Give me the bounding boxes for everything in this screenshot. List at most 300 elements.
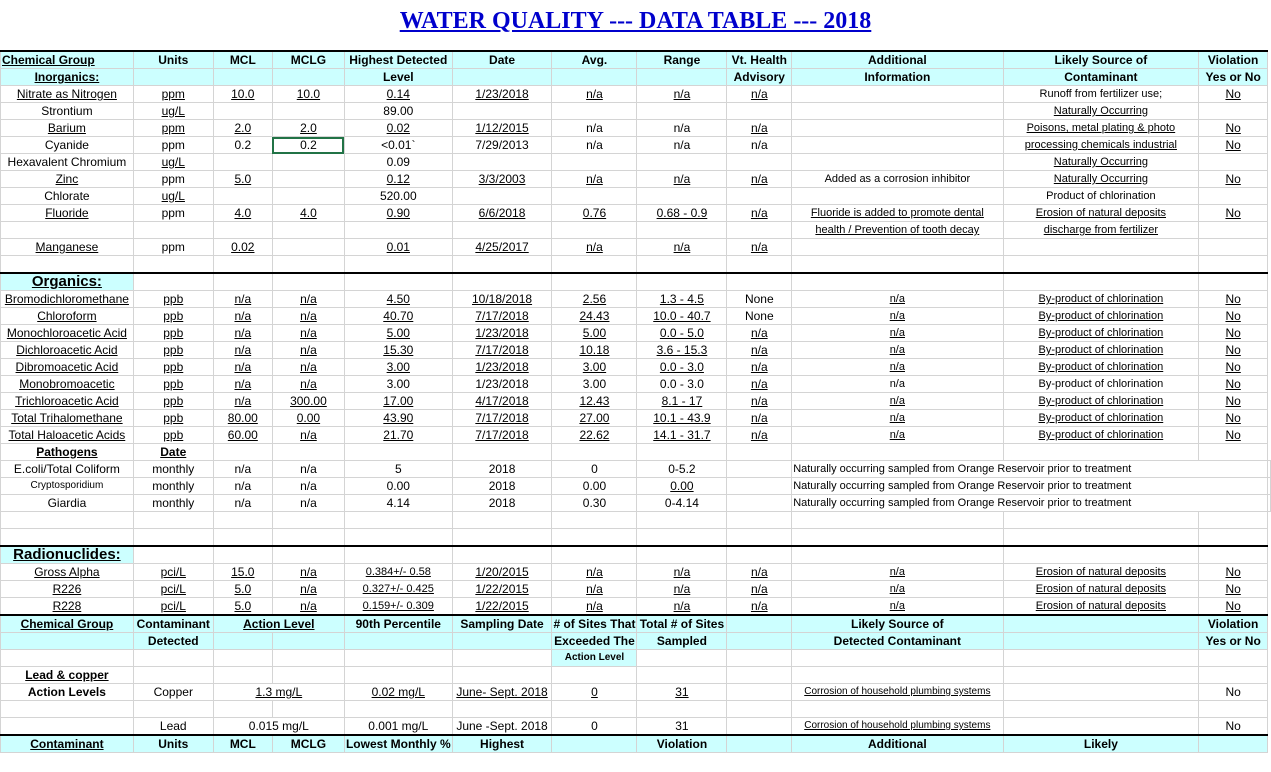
- empty-cell: [637, 273, 727, 291]
- contaminant-cell: Copper: [133, 684, 213, 701]
- units-header: Units: [133, 51, 213, 69]
- contaminant-name: Monochloroacetic Acid: [1, 325, 134, 342]
- empty-cell: [727, 273, 792, 291]
- additional-info-header: Additional: [792, 51, 1003, 69]
- avg-cell: n/a: [552, 239, 637, 256]
- empty-cell: [272, 529, 344, 547]
- level-cell: 0.14: [344, 86, 452, 103]
- contaminant-name: R228: [1, 598, 134, 616]
- date-cell: 1/23/2018: [452, 359, 552, 376]
- pathogen-name: Cryptosporidium: [1, 478, 134, 495]
- source-cell: By-product of chlorination: [1003, 325, 1199, 342]
- source-cell: By-product of chlorination: [1003, 342, 1199, 359]
- page-title: WATER QUALITY --- DATA TABLE --- 2018: [399, 8, 872, 34]
- range-cell: n/a: [637, 598, 727, 616]
- empty-cell: [213, 512, 272, 529]
- highest-header: Highest: [452, 735, 552, 753]
- range-cell: 10.1 - 43.9: [637, 410, 727, 427]
- empty-cell: [552, 444, 637, 461]
- violation-cell: No: [1199, 342, 1268, 359]
- pathogen-note: Naturally occurring sampled from Orange Reservoir prior to treatment: [792, 478, 1268, 495]
- header-row-2: [1, 69, 1271, 86]
- vt-advisory-header: Advisory: [727, 69, 792, 86]
- units-cell: ppm: [133, 137, 213, 154]
- avg-cell: [552, 188, 637, 205]
- level-cell: 15.30: [344, 342, 452, 359]
- info-cell: n/a: [792, 308, 1003, 325]
- empty-cell: [727, 650, 792, 667]
- likely-header: Likely: [1003, 735, 1199, 753]
- vt-cell: n/a: [727, 171, 792, 188]
- empty-cell: [452, 512, 552, 529]
- mclg-cell: n/a: [272, 291, 344, 308]
- empty-cell: [344, 273, 452, 291]
- selected-cell[interactable]: 0.2: [272, 137, 344, 154]
- highest-level-header: Highest Detected: [344, 51, 452, 69]
- range-cell: [637, 154, 727, 171]
- source-cell: Erosion of natural deposits: [1003, 205, 1199, 222]
- range-cell: n/a: [637, 564, 727, 581]
- mcl-cell: 15.0: [213, 564, 272, 581]
- pathogen-note: Naturally occurring sampled from Orange Reservoir prior to treatment: [792, 461, 1268, 478]
- contaminant-name: Strontium: [1, 103, 134, 120]
- units-cell: ppm: [133, 239, 213, 256]
- date-cell: 1/22/2015: [452, 581, 552, 598]
- units-cell: ppb: [133, 291, 213, 308]
- empty-cell: [133, 273, 213, 291]
- empty-cell: [1268, 495, 1271, 512]
- empty-cell: [452, 650, 552, 667]
- violation-cell: [1199, 188, 1268, 205]
- violation-header-2: Yes or No: [1199, 69, 1268, 86]
- level-cell: 0.384+/- 0.58: [344, 564, 452, 581]
- units-cell: monthly: [133, 495, 213, 512]
- level-cell: 17.00: [344, 393, 452, 410]
- contaminant-name: Chlorate: [1, 188, 134, 205]
- empty-cell: [1, 256, 134, 274]
- vt-cell: [727, 461, 792, 478]
- date-cell: [452, 188, 552, 205]
- exceeded-cell: 0: [552, 684, 637, 701]
- pathogen-row: [1, 478, 1271, 495]
- vt-cell: n/a: [727, 427, 792, 444]
- violation-cell: No: [1199, 325, 1268, 342]
- violation-cell: No: [1199, 564, 1268, 581]
- pathogen-name: Giardia: [1, 495, 134, 512]
- empty-cell: [552, 256, 637, 274]
- mclg-cell: 10.0: [272, 86, 344, 103]
- units-cell: ug/L: [133, 188, 213, 205]
- units-cell: ppb: [133, 308, 213, 325]
- total-sites-header-2: Sampled: [637, 633, 727, 650]
- range-cell: 0-5.2: [637, 461, 727, 478]
- empty-cell: [1, 718, 134, 736]
- date-cell: 2018: [452, 478, 552, 495]
- empty-cell: [1, 650, 134, 667]
- level-cell: 40.70: [344, 308, 452, 325]
- empty-cell: [727, 701, 792, 718]
- info-cell: health / Prevention of tooth decay: [792, 222, 1003, 239]
- water-quality-table: [0, 50, 1271, 753]
- level-cell: 4.14: [344, 495, 452, 512]
- action-level-cell: 1.3 mg/L: [213, 684, 344, 701]
- mclg-cell: n/a: [272, 359, 344, 376]
- empty-cell: [552, 273, 637, 291]
- pathogen-name: E.coli/Total Coliform: [1, 461, 134, 478]
- mclg-cell: n/a: [272, 598, 344, 616]
- info-cell: [792, 239, 1003, 256]
- source-cell: discharge from fertilizer: [1003, 222, 1199, 239]
- empty-cell: [1199, 256, 1268, 274]
- empty-cell: [344, 650, 452, 667]
- range-cell: 0.0 - 5.0: [637, 325, 727, 342]
- inorganic-row: [1, 137, 1271, 154]
- sites-exceeded-header-2: Exceeded The: [552, 633, 637, 650]
- contaminant-name: Gross Alpha: [1, 564, 134, 581]
- avg-cell: n/a: [552, 598, 637, 616]
- mcl-cell: 80.00: [213, 410, 272, 427]
- units-cell: monthly: [133, 461, 213, 478]
- empty-cell: [272, 256, 344, 274]
- violation-cell: No: [1199, 308, 1268, 325]
- violation-cell: No: [1199, 718, 1268, 736]
- mcl-cell: n/a: [213, 393, 272, 410]
- empty-cell: [133, 529, 213, 547]
- empty-cell: [452, 633, 552, 650]
- avg-cell: [552, 154, 637, 171]
- empty-cell: [1199, 512, 1268, 529]
- violation-cell: No: [1199, 598, 1268, 616]
- mcl-header: MCL: [213, 51, 272, 69]
- level-cell: 0.02: [344, 120, 452, 137]
- empty-cell: [1003, 444, 1199, 461]
- date-cell: 1/12/2015: [452, 120, 552, 137]
- empty-cell: [272, 633, 344, 650]
- avg-cell: 22.62: [552, 427, 637, 444]
- violation-cell: No: [1199, 684, 1268, 701]
- empty-cell: [792, 529, 1003, 547]
- mcl-cell: 2.0: [213, 120, 272, 137]
- date-cell: 1/23/2018: [452, 86, 552, 103]
- level-cell: 5.00: [344, 325, 452, 342]
- mclg-cell: n/a: [272, 581, 344, 598]
- avg-cell: 27.00: [552, 410, 637, 427]
- mclg-cell: 2.0: [272, 120, 344, 137]
- mcl-cell: [213, 188, 272, 205]
- empty-row: [1, 701, 1271, 718]
- empty-cell: [552, 735, 637, 753]
- violation-header: Violation: [1199, 51, 1268, 69]
- level-cell: 520.00: [344, 188, 452, 205]
- vt-cell: n/a: [727, 137, 792, 154]
- units-cell: [133, 222, 213, 239]
- empty-cell: [792, 512, 1003, 529]
- inorganic-row: [1, 86, 1271, 103]
- violation-cell: No: [1199, 359, 1268, 376]
- violation-cell: No: [1199, 205, 1268, 222]
- footer-header-row: [1, 735, 1271, 753]
- detected-source-header: Likely Source of: [792, 615, 1003, 633]
- empty-cell: [452, 667, 552, 684]
- source-cell: Erosion of natural deposits: [1003, 598, 1199, 616]
- contaminant-name: Monobromoacetic: [1, 376, 134, 393]
- source-cell: By-product of chlorination: [1003, 393, 1199, 410]
- avg-cell: n/a: [552, 120, 637, 137]
- radionuclides-label: Radionuclides:: [1, 546, 134, 564]
- units-cell: ppb: [133, 410, 213, 427]
- mclg-cell: [272, 188, 344, 205]
- range-cell: 3.6 - 15.3: [637, 342, 727, 359]
- empty-cell: [792, 701, 1003, 718]
- violation-cell: No: [1199, 376, 1268, 393]
- empty-cell: [272, 273, 344, 291]
- vt-cell: None: [727, 291, 792, 308]
- info-cell: n/a: [792, 376, 1003, 393]
- chemical-group-header-2: Chemical Group: [1, 615, 134, 633]
- empty-cell: [344, 529, 452, 547]
- source-cell: By-product of chlorination: [1003, 376, 1199, 393]
- mclg-cell: [272, 222, 344, 239]
- mclg-cell: 300.00: [272, 393, 344, 410]
- range-cell: [637, 103, 727, 120]
- avg-cell: [552, 222, 637, 239]
- additional-header: Additional: [792, 735, 1003, 753]
- mclg-cell: 0.00: [272, 410, 344, 427]
- info-cell: n/a: [792, 325, 1003, 342]
- info-cell: n/a: [792, 393, 1003, 410]
- inorganic-row: [1, 239, 1271, 256]
- units-header: Units: [133, 735, 213, 753]
- contaminant-name: [1, 222, 134, 239]
- empty-cell: [344, 701, 452, 718]
- empty-cell: [637, 512, 727, 529]
- empty-cell: [133, 650, 213, 667]
- empty-row: [1, 512, 1271, 529]
- source-cell: processing chemicals industrial: [1003, 137, 1199, 154]
- range-cell: 0.0 - 3.0: [637, 359, 727, 376]
- mclg-cell: n/a: [272, 308, 344, 325]
- vt-cell: n/a: [727, 205, 792, 222]
- vt-cell: n/a: [727, 239, 792, 256]
- contaminant-name: Dichloroacetic Acid: [1, 342, 134, 359]
- units-cell: ppb: [133, 359, 213, 376]
- violation-cell: [1199, 222, 1268, 239]
- contaminant-name: Chloroform: [1, 308, 134, 325]
- mclg-cell: n/a: [272, 342, 344, 359]
- avg-cell: n/a: [552, 564, 637, 581]
- avg-cell: 12.43: [552, 393, 637, 410]
- violation-cell: [1199, 103, 1268, 120]
- inorganic-row: [1, 120, 1271, 137]
- organics-label: Organics:: [1, 273, 134, 291]
- date-cell: 1/22/2015: [452, 598, 552, 616]
- lead-copper-label: Lead & copper: [1, 667, 134, 684]
- units-cell: ppb: [133, 393, 213, 410]
- mcl-cell: 5.0: [213, 581, 272, 598]
- empty-cell: [1003, 529, 1199, 547]
- mcl-cell: [213, 103, 272, 120]
- vt-cell: n/a: [727, 325, 792, 342]
- mcl-cell: 0.2: [213, 137, 272, 154]
- source-cell: By-product of chlorination: [1003, 291, 1199, 308]
- likely-source-header: Likely Source of: [1003, 51, 1199, 69]
- contaminant-name: Hexavalent Chromium: [1, 154, 134, 171]
- empty-cell: [637, 256, 727, 274]
- pathogen-date-label: Date: [133, 444, 213, 461]
- mcl-cell: [213, 222, 272, 239]
- vt-cell: [727, 103, 792, 120]
- avg-cell: 0.00: [552, 478, 637, 495]
- empty-cell: [1199, 444, 1268, 461]
- empty-cell: [1, 529, 134, 547]
- info-cell: n/a: [792, 410, 1003, 427]
- empty-cell: [637, 546, 727, 564]
- info-cell: Added as a corrosion inhibitor: [792, 171, 1003, 188]
- empty-cell: [1268, 461, 1271, 478]
- empty-cell: [213, 650, 272, 667]
- empty-cell: [344, 667, 452, 684]
- avg-cell: 24.43: [552, 308, 637, 325]
- avg-cell: n/a: [552, 171, 637, 188]
- mcl-cell: n/a: [213, 342, 272, 359]
- contaminant-name: Fluoride: [1, 205, 134, 222]
- pathogen-row: [1, 495, 1271, 512]
- empty-cell: [1, 633, 134, 650]
- date-cell: 7/17/2018: [452, 410, 552, 427]
- date-cell: 7/17/2018: [452, 308, 552, 325]
- total-cell: 31: [637, 718, 727, 736]
- empty-cell: [1003, 273, 1199, 291]
- info-cell: [792, 137, 1003, 154]
- empty-row: [1, 256, 1271, 274]
- empty-cell: [272, 546, 344, 564]
- date-cell: [452, 103, 552, 120]
- avg-cell: 3.00: [552, 376, 637, 393]
- empty-cell: [344, 512, 452, 529]
- sites-exceeded-header-3: Action Level: [552, 650, 637, 667]
- additional-info-header-2: Information: [792, 69, 1003, 86]
- range-cell: 14.1 - 31.7: [637, 427, 727, 444]
- organic-row: [1, 325, 1271, 342]
- contaminant-name: Nitrate as Nitrogen: [1, 86, 134, 103]
- empty-cell: [727, 667, 792, 684]
- empty-cell: [272, 444, 344, 461]
- source-cell: Corrosion of household plumbing systems: [792, 684, 1003, 701]
- empty-cell: [792, 256, 1003, 274]
- action-levels-label: Action Levels: [1, 684, 134, 701]
- total-cell: 31: [637, 684, 727, 701]
- units-cell: ppb: [133, 376, 213, 393]
- empty-cell: [637, 650, 727, 667]
- empty-cell: [727, 684, 792, 701]
- level-cell: 4.50: [344, 291, 452, 308]
- mcl-cell: n/a: [213, 325, 272, 342]
- empty-cell: [452, 701, 552, 718]
- empty-cell: [1199, 529, 1268, 547]
- mclg-cell: n/a: [272, 376, 344, 393]
- mcl-cell: n/a: [213, 291, 272, 308]
- lead-copper-label-row: [1, 667, 1271, 684]
- mcl-cell: 4.0: [213, 205, 272, 222]
- vt-cell: n/a: [727, 564, 792, 581]
- vt-cell: [727, 222, 792, 239]
- empty-cell: [344, 444, 452, 461]
- empty-cell: [213, 546, 272, 564]
- info-cell: Fluoride is added to promote dental: [792, 205, 1003, 222]
- empty-cell: [792, 667, 1003, 684]
- range-cell: 1.3 - 4.5: [637, 291, 727, 308]
- organic-row: [1, 308, 1271, 325]
- level-cell: [344, 222, 452, 239]
- empty-cell: [452, 529, 552, 547]
- lead-copper-row: [1, 718, 1271, 736]
- mclg-cell: n/a: [272, 495, 344, 512]
- empty-cell: [133, 512, 213, 529]
- units-cell: pci/L: [133, 564, 213, 581]
- mcl-cell: n/a: [213, 308, 272, 325]
- violation-cell: [1199, 154, 1268, 171]
- empty-cell: [727, 256, 792, 274]
- mcl-cell: [213, 154, 272, 171]
- source-cell: By-product of chlorination: [1003, 427, 1199, 444]
- empty-cell: [213, 633, 272, 650]
- range-cell: 10.0 - 40.7: [637, 308, 727, 325]
- data-sheet: [0, 50, 1271, 753]
- mcl-cell: n/a: [213, 359, 272, 376]
- level-cell: 3.00: [344, 376, 452, 393]
- range-header: Range: [637, 51, 727, 69]
- avg-cell: n/a: [552, 86, 637, 103]
- date-cell: [452, 154, 552, 171]
- organic-row: [1, 410, 1271, 427]
- vt-cell: n/a: [727, 581, 792, 598]
- mcl-cell: 0.02: [213, 239, 272, 256]
- date-cell: 7/29/2013: [452, 137, 552, 154]
- level-cell: 0.12: [344, 171, 452, 188]
- source-cell: By-product of chlorination: [1003, 410, 1199, 427]
- empty-cell: [637, 529, 727, 547]
- empty-cell: [637, 444, 727, 461]
- range-cell: [637, 222, 727, 239]
- info-cell: [792, 188, 1003, 205]
- empty-cell: [552, 667, 637, 684]
- vt-cell: n/a: [727, 359, 792, 376]
- mclg-header: MCLG: [272, 735, 344, 753]
- empty-cell: [213, 256, 272, 274]
- info-cell: n/a: [792, 359, 1003, 376]
- avg-cell: n/a: [552, 581, 637, 598]
- empty-cell: [1003, 615, 1199, 633]
- level-cell: 0.90: [344, 205, 452, 222]
- violation-cell: No: [1199, 171, 1268, 188]
- sites-exceeded-header: # of Sites That: [553, 617, 636, 631]
- vt-cell: None: [727, 308, 792, 325]
- source-cell: Erosion of natural deposits: [1003, 564, 1199, 581]
- mcl-cell: n/a: [213, 461, 272, 478]
- mcl-header: MCL: [213, 735, 272, 753]
- avg-cell: 5.00: [552, 325, 637, 342]
- sampling-date-header: Sampling Date: [452, 615, 552, 633]
- level-cell: 21.70: [344, 427, 452, 444]
- radionuclide-row: [1, 581, 1271, 598]
- vt-cell: n/a: [727, 120, 792, 137]
- date-header: Date: [452, 51, 552, 69]
- empty-row: [1, 529, 1271, 547]
- units-cell: ppm: [133, 171, 213, 188]
- date-cell: [452, 222, 552, 239]
- inorganic-row: [1, 171, 1271, 188]
- contaminant-cell: Lead: [133, 718, 213, 736]
